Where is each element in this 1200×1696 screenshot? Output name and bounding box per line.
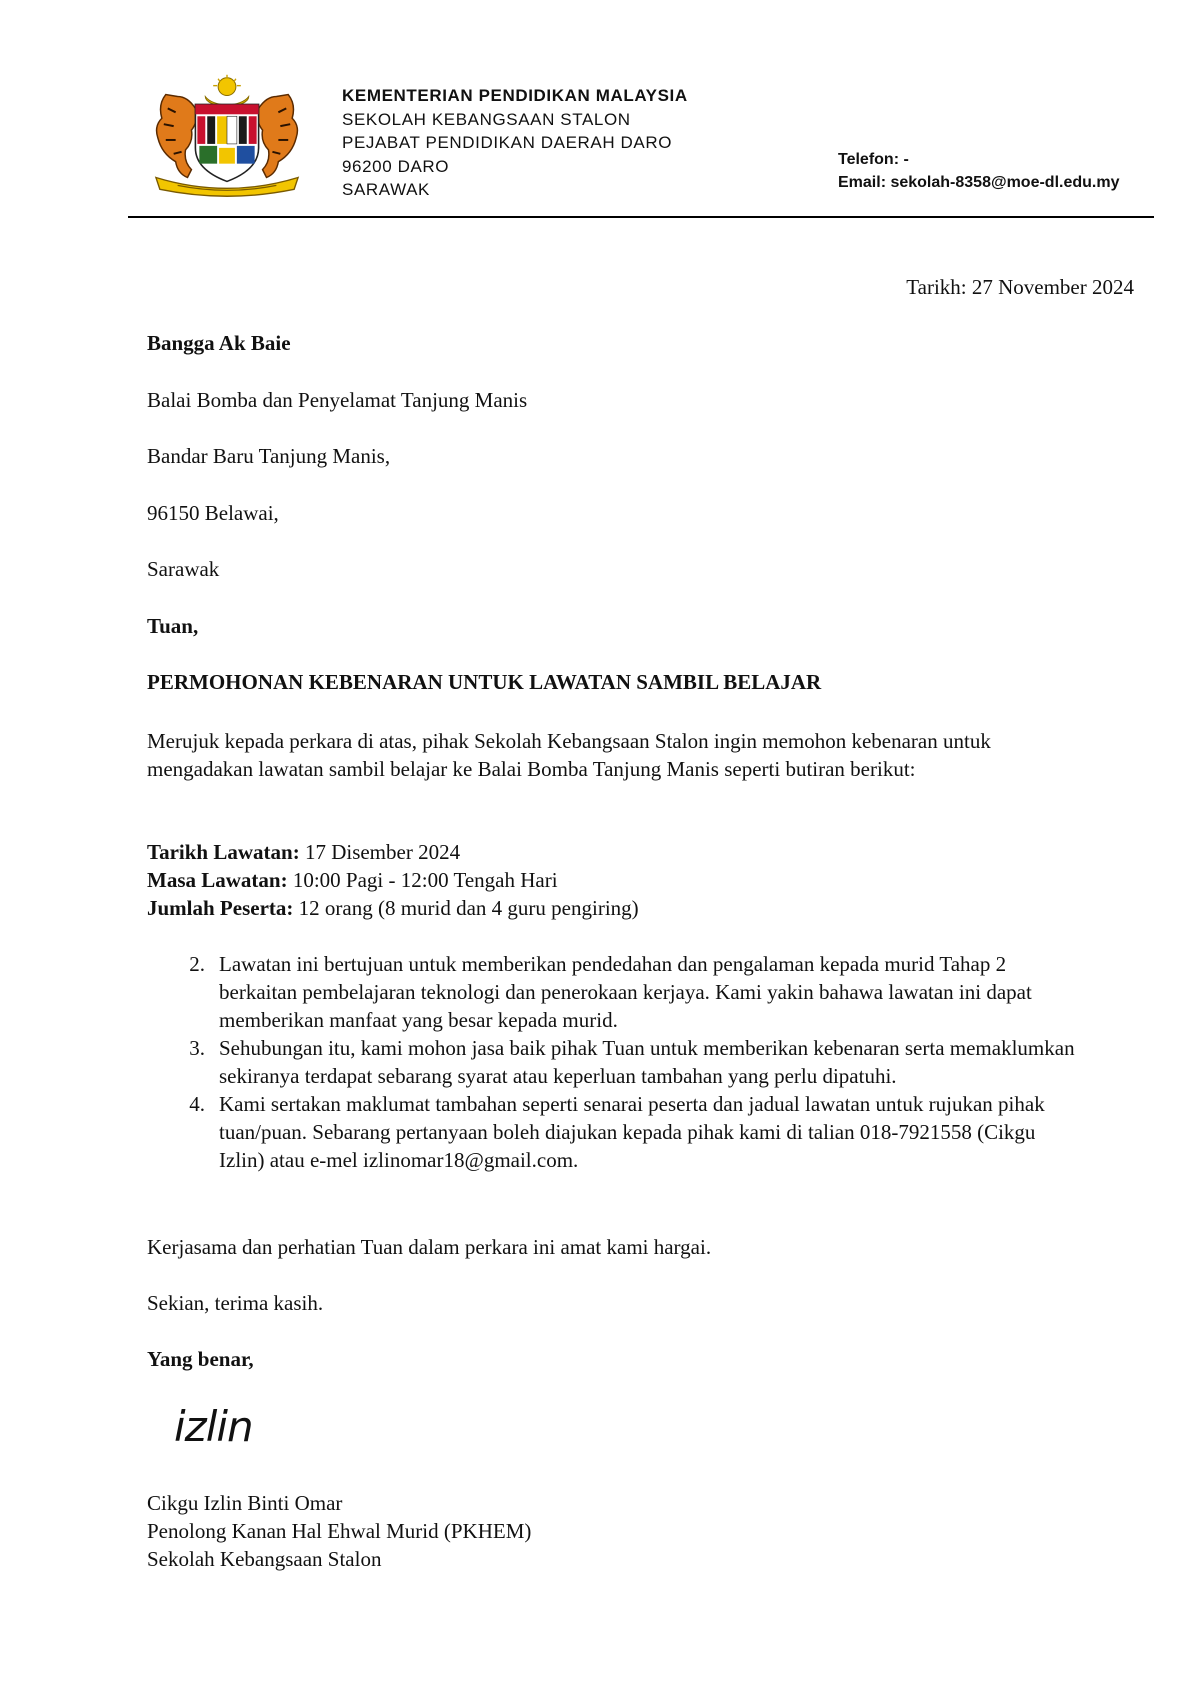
letterhead-contact — [838, 148, 1119, 194]
closing-farewell: Sekian, terima kasih. — [147, 1291, 324, 1315]
signatory-block — [147, 1489, 531, 1573]
postcode-town: 96200 DARO — [342, 156, 450, 176]
email: Email: sekolah-8358@moe-dl.edu.my — [838, 174, 1120, 191]
point-text: Kami sertakan maklumat tambahan seperti senarai peserta dan jadual lawatan untuk rujukan pihak tuan/puan. Sebarang pertanyaan boleh diajukan kepada pihak kami di talian 018-7921558 (Cikgu Izlin) atau e-mel izlinomar18@gmail.com. — [219, 1092, 1045, 1172]
letterhead-divider — [128, 216, 1154, 218]
signature: izlin — [174, 1402, 253, 1451]
state: SARAWAK — [342, 180, 430, 199]
visit-details — [147, 838, 639, 922]
detail-value: 10:00 Pagi - 12:00 Tengah Hari — [287, 868, 558, 892]
intro-paragraph: Merujuk kepada perkara di atas, pihak Sekolah Kebangsaan Stalon ingin memohon kebenaran untuk mengadakan lawatan sambil belajar ke Balai Bomba Tanjung Manis seperti butiran berikut: — [147, 729, 991, 781]
numbered-point — [147, 950, 1077, 1034]
phone: Telefon: - — [838, 151, 909, 168]
sign-off: Yang benar, — [147, 1347, 254, 1371]
salutation: Tuan, — [147, 614, 199, 638]
district-office: PEJABAT PENDIDIKAN DAERAH DARO — [342, 133, 673, 152]
detail-row — [147, 838, 639, 866]
point-number: 3. — [189, 1036, 205, 1060]
signatory-school: Sekolah Kebangsaan Stalon — [147, 1547, 382, 1571]
numbered-point — [147, 1090, 1077, 1174]
signatory-position: Penolong Kanan Hal Ehwal Murid (PKHEM) — [147, 1519, 532, 1543]
letterhead-org-block — [342, 84, 688, 202]
recipient-address-line: Balai Bomba dan Penyelamat Tanjung Manis — [147, 388, 528, 412]
point-text: Sehubungan itu, kami mohon jasa baik pihak Tuan untuk memberikan kebenaran serta memaklumkan sekiranya terdapat sebarang syarat atau keperluan tambahan yang perlu dipatuhi. — [219, 1036, 1075, 1088]
numbered-point — [147, 1034, 1077, 1090]
point-text: Lawatan ini bertujuan untuk memberikan pendedahan dan pengalaman kepada murid Tahap 2 berkaitan pembelajaran teknologi dan penerokaan kerjaya. Kami yakin bahawa lawatan ini dapat memberikan manfaat yang besar kepada murid. — [219, 952, 1032, 1032]
letter-subject: PERMOHONAN KEBENARAN UNTUK LAWATAN SAMBIL BELAJAR — [147, 670, 822, 694]
detail-row — [147, 894, 639, 922]
detail-label: Jumlah Peserta: — [147, 896, 294, 920]
school-name: SEKOLAH KEBANGSAAN STALON — [342, 109, 631, 129]
point-number: 4. — [189, 1092, 205, 1116]
recipient-address-line: Bandar Baru Tanjung Manis, — [147, 444, 391, 468]
ministry-name: KEMENTERIAN PENDIDIKAN MALAYSIA — [342, 86, 688, 105]
letterhead — [0, 0, 1200, 230]
detail-value: 17 Disember 2024 — [299, 840, 461, 864]
recipient-address-line: Sarawak — [147, 557, 220, 581]
letter-date: Tarikh: 27 November 2024 — [906, 275, 1134, 299]
closing-thanks: Kerjasama dan perhatian Tuan dalam perkara ini amat kami hargai. — [147, 1235, 712, 1259]
detail-label: Masa Lawatan: — [147, 868, 288, 892]
detail-row — [147, 866, 639, 894]
signatory-name: Cikgu Izlin Binti Omar — [147, 1491, 343, 1515]
coat-of-arms-icon — [148, 74, 306, 200]
detail-label: Tarikh Lawatan: — [147, 840, 300, 864]
point-number: 2. — [189, 952, 205, 976]
numbered-points — [147, 950, 1077, 1174]
recipient-name: Bangga Ak Baie — [147, 331, 291, 355]
detail-value: 12 orang (8 murid dan 4 guru pengiring) — [293, 896, 639, 920]
recipient-address-line: 96150 Belawai, — [147, 501, 279, 525]
